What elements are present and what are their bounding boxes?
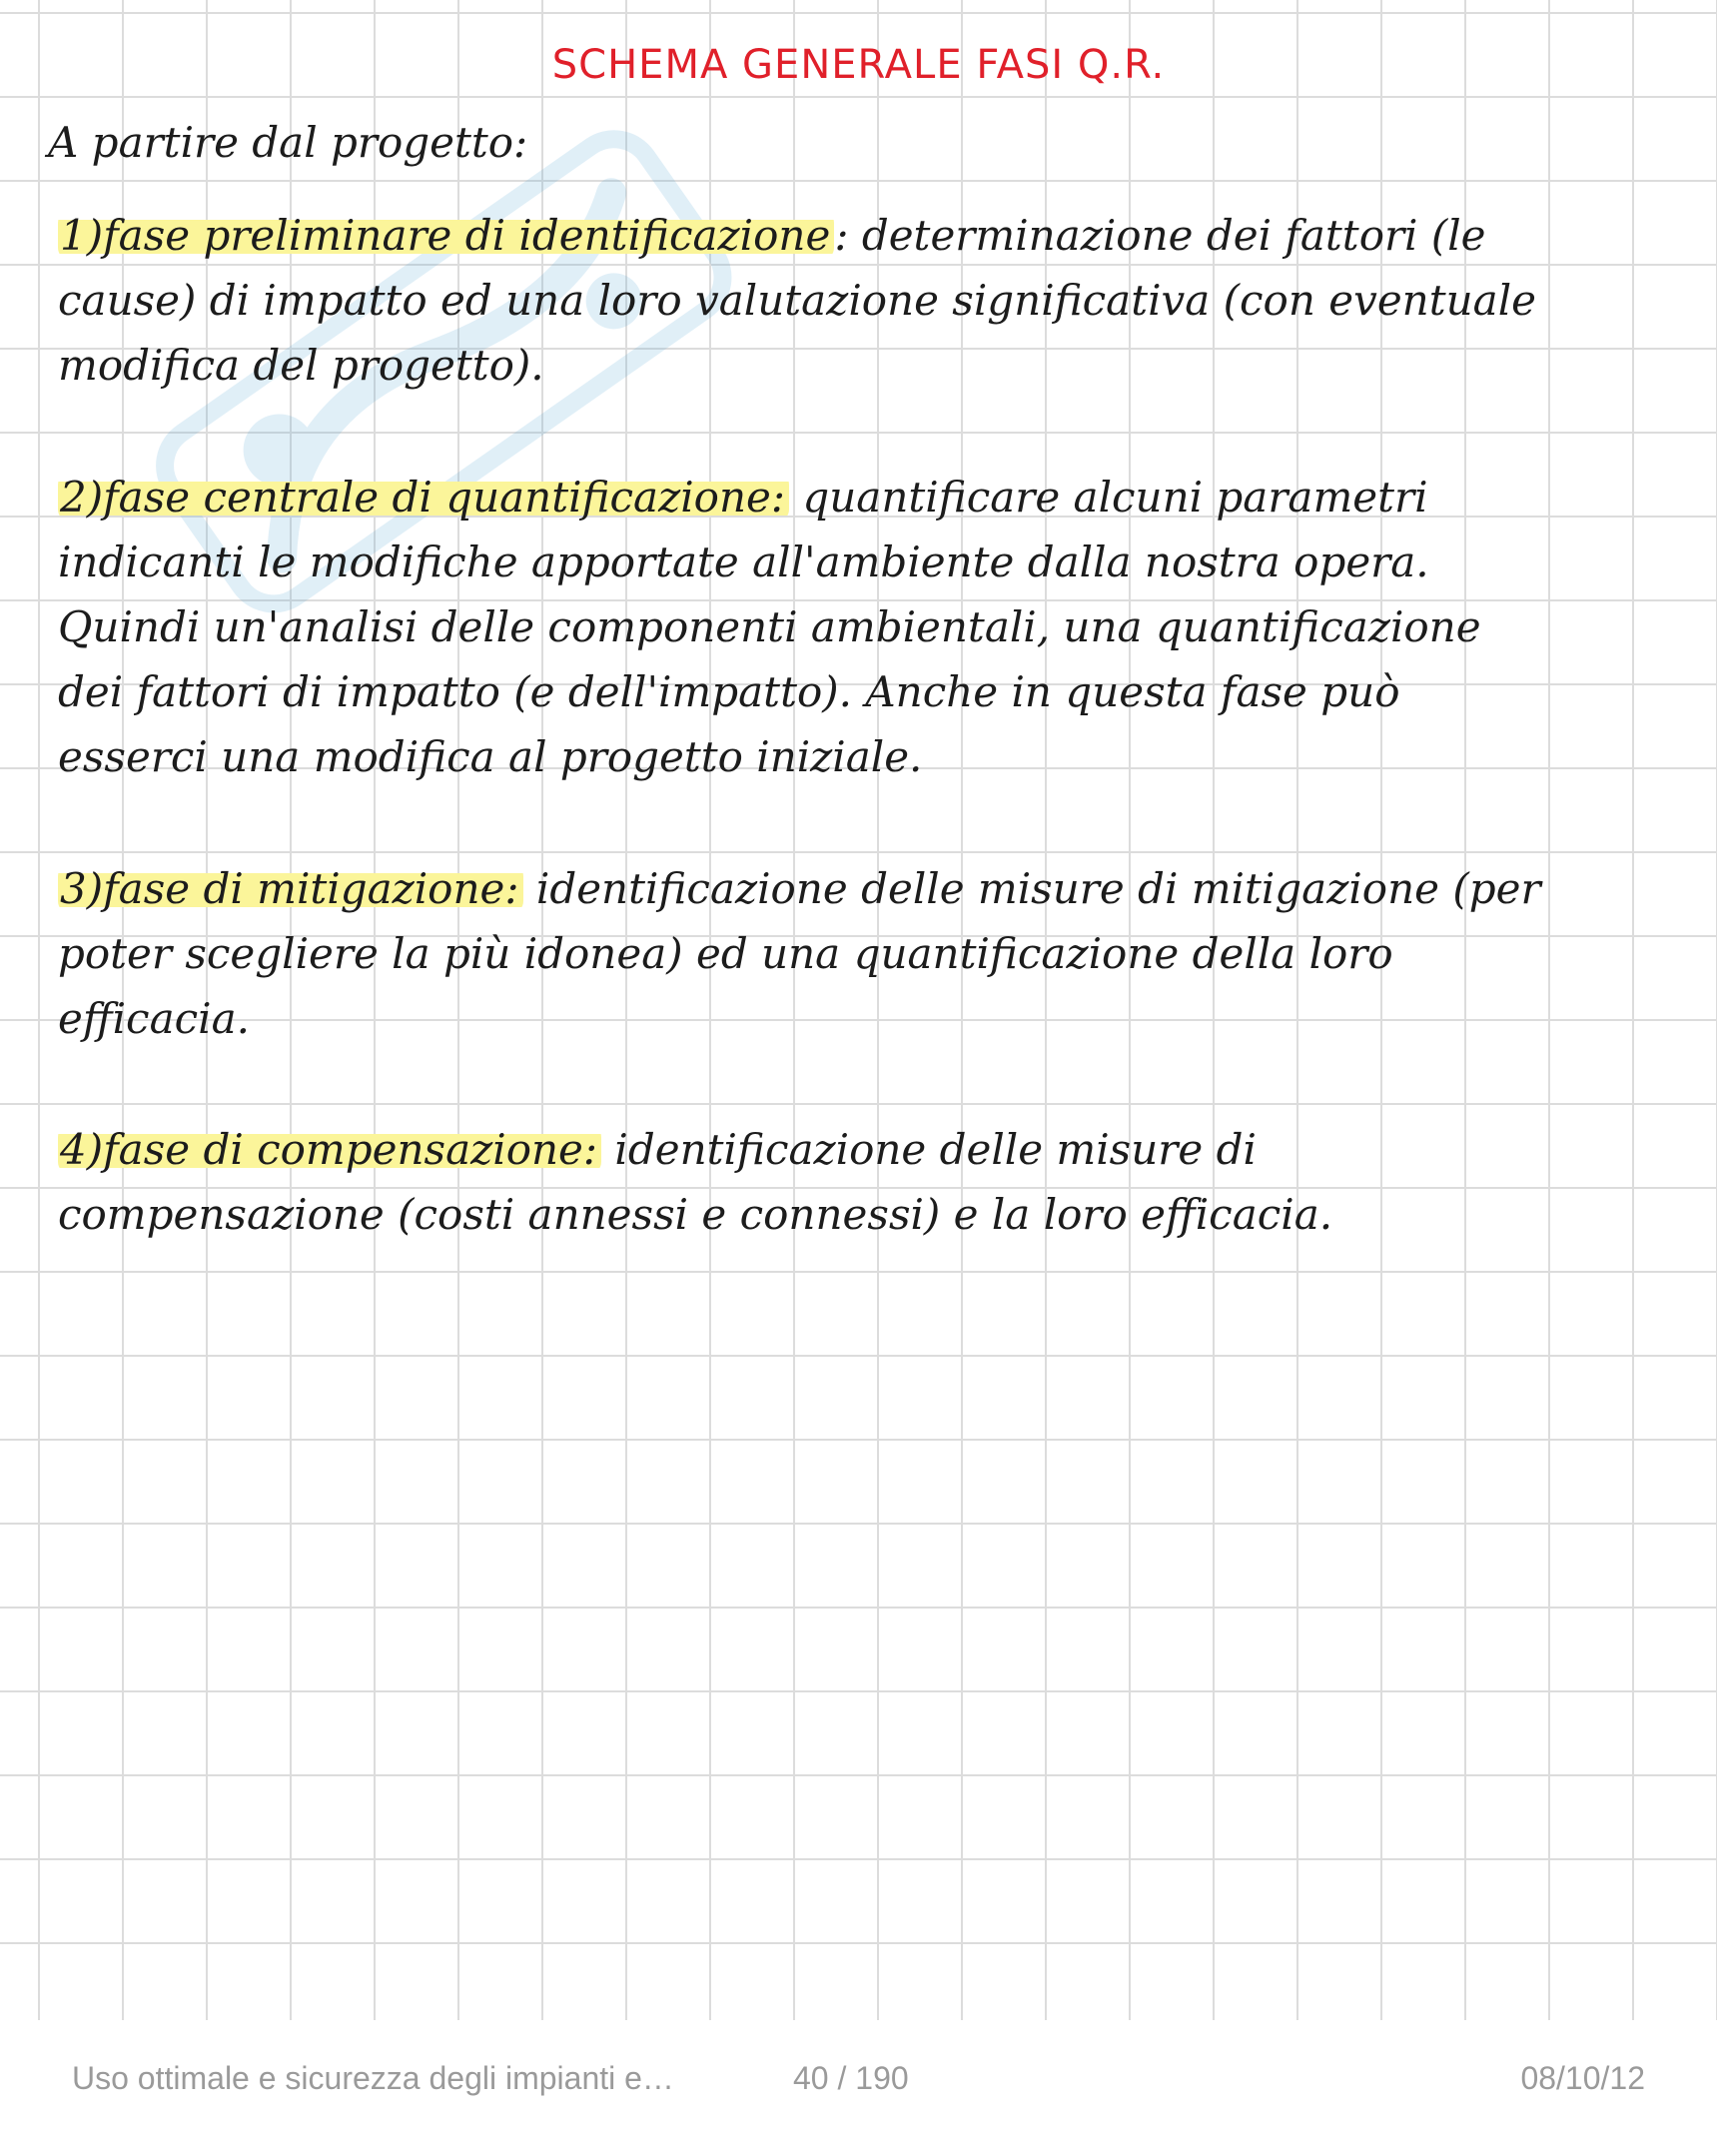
- phase-separator: :: [834, 211, 849, 260]
- phase-item-4: [58, 1117, 1556, 1247]
- phase-description: identificazione delle misure di mitigazione (per poter scegliere la più idonea) ed una quantificazione della loro efficacia.: [58, 864, 1541, 1043]
- phase-label: 1)fase preliminare di identificazione: [58, 211, 834, 260]
- phase-label: 4)fase di compensazione:: [58, 1125, 601, 1174]
- phase-description: determinazione dei fattori (le cause) di impatto ed una loro valutazione significativa (con eventuale modifica del progetto).: [58, 211, 1536, 390]
- phase-description: identificazione delle misure di compensazione (costi annessi e connessi) e la loro efficacia.: [58, 1125, 1333, 1239]
- phase-item-1: [58, 203, 1556, 398]
- footer-document-title: Uso ottimale e sicurezza degli impianti e…: [72, 2060, 674, 2096]
- footer-page-indicator: 40 / 190: [793, 2060, 909, 2096]
- phase-item-2: [58, 465, 1556, 789]
- footer-date: 08/10/12: [1520, 2060, 1645, 2096]
- phase-label: 3)fase di mitigazione:: [58, 864, 523, 913]
- phase-label: 2)fase centrale di quantificazione:: [58, 473, 789, 522]
- phase-item-3: [58, 856, 1556, 1051]
- intro-text: A partire dal progetto:: [48, 118, 528, 167]
- phase-description: quantificare alcuni parametri indicanti le modifiche apportate all'ambiente dalla nostra opera. Quindi un'analisi delle componenti ambientali, una quantificazione dei fattori di impatto (e dell'impatto). Anche in questa fase può esserci una modifica al progetto iniziale.: [58, 473, 1481, 781]
- page-title: SCHEMA GENERALE FASI Q.R.: [551, 42, 1166, 88]
